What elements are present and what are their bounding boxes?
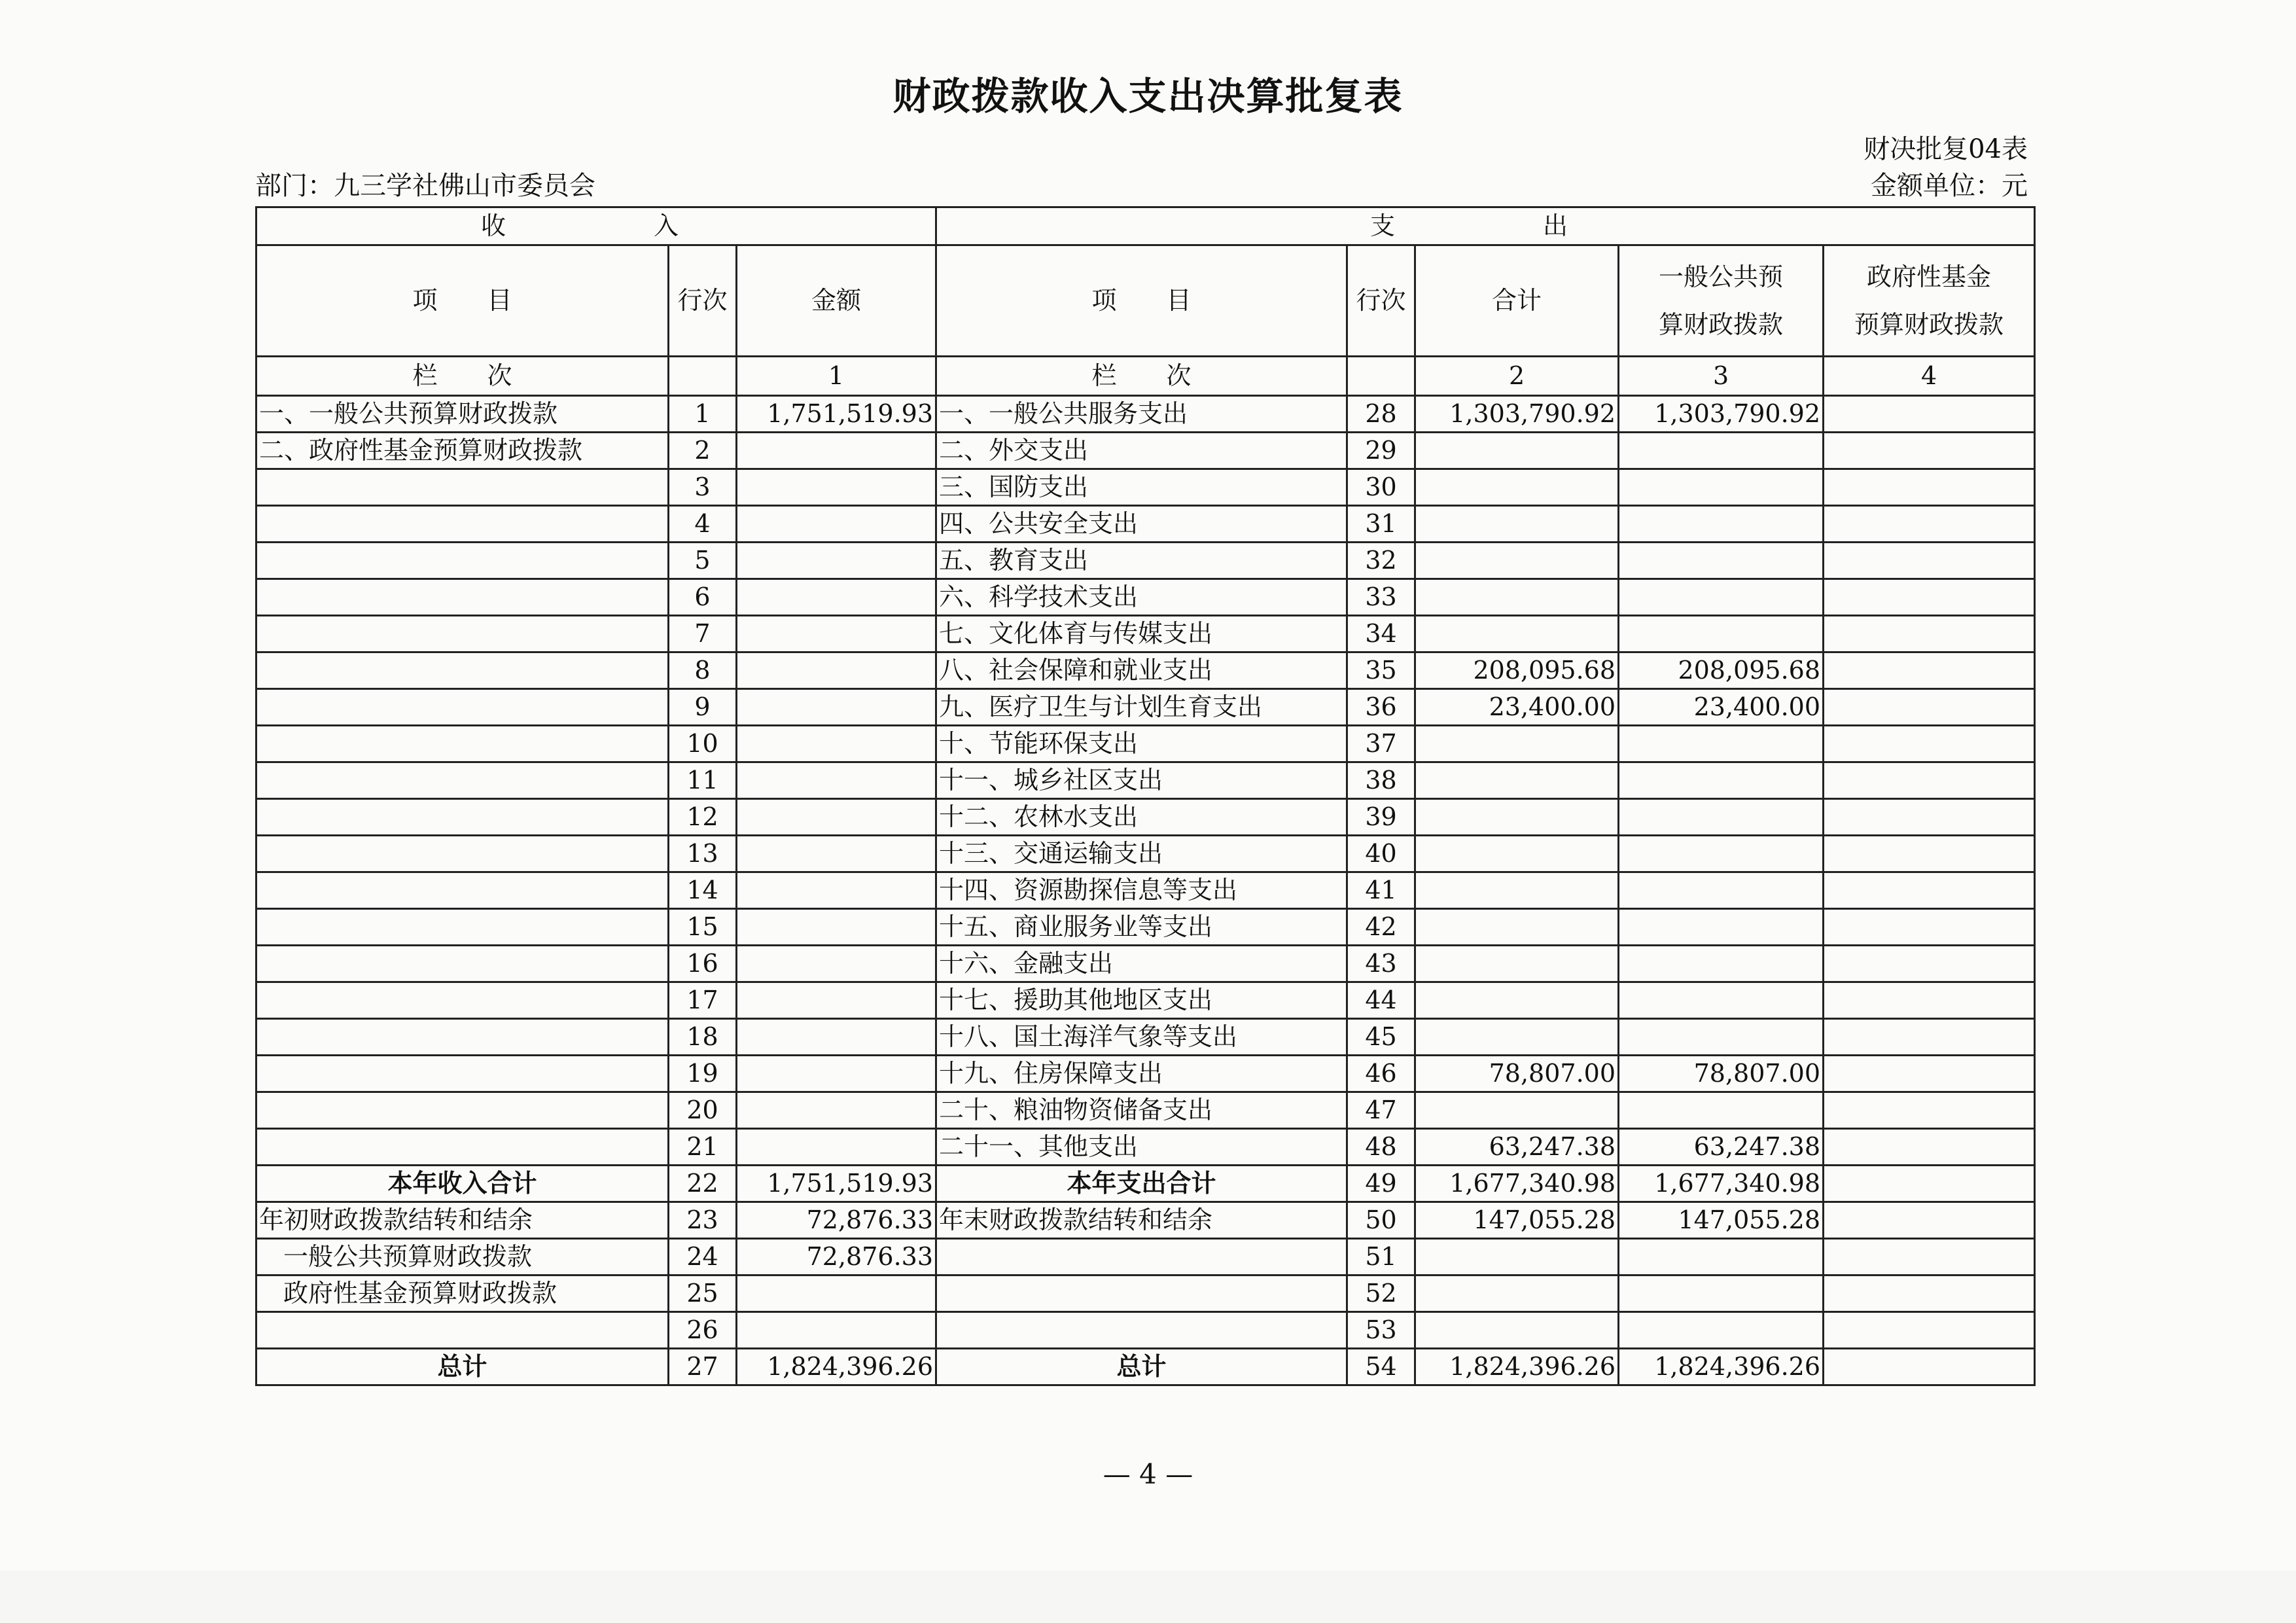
expense-row-no-cell: 31 [1347, 506, 1415, 543]
expense-row-no-cell: 49 [1347, 1166, 1415, 1202]
general-budget-cell [1619, 909, 1824, 946]
carry-row [256, 1202, 2035, 1239]
expense-total-cell [1415, 909, 1619, 946]
expense-total-cell: 63,247.38 [1415, 1129, 1619, 1166]
expense-item-cell: 二十一、其他支出 [936, 1129, 1347, 1166]
table-row [256, 506, 2035, 543]
income-row-no-cell: 13 [669, 836, 737, 872]
gov-fund-cell [1824, 689, 2035, 726]
income-row-no-header: 行次 [669, 245, 737, 357]
income-item-cell: 年初财政拨款结转和结余 [256, 1202, 669, 1239]
expense-item-cell: 一、一般公共服务支出 [936, 396, 1347, 433]
income-item-cell [256, 616, 669, 652]
income-amount-cell: 1,751,519.93 [737, 396, 936, 433]
table-row [256, 616, 2035, 652]
expense-item-cell: 五、教育支出 [936, 543, 1347, 579]
income-row-no-cell: 1 [669, 396, 737, 433]
expense-total-cell [1415, 1019, 1619, 1056]
gov-fund-cell [1824, 982, 2035, 1019]
income-row-no-cell: 2 [669, 433, 737, 469]
table-row [256, 689, 2035, 726]
income-item-cell [256, 946, 669, 982]
income-amount-cell [737, 1092, 936, 1129]
expense-row-no-cell: 33 [1347, 579, 1415, 616]
income-row-no-cell: 26 [669, 1312, 737, 1349]
general-budget-cell [1619, 469, 1824, 506]
expense-row-no-cell: 30 [1347, 469, 1415, 506]
general-budget-cell [1619, 946, 1824, 982]
general-budget-cell [1619, 1312, 1824, 1349]
expense-row-no-cell: 34 [1347, 616, 1415, 652]
expense-row-no-cell: 43 [1347, 946, 1415, 982]
income-item-cell [256, 689, 669, 726]
expense-total-cell [1415, 872, 1619, 909]
income-amount-cell [737, 982, 936, 1019]
expense-item-cell: 十六、金融支出 [936, 946, 1347, 982]
gov-fund-cell [1824, 1239, 2035, 1275]
expense-total-cell: 1,677,340.98 [1415, 1166, 1619, 1202]
income-row-no-cell: 3 [669, 469, 737, 506]
table-row [256, 982, 2035, 1019]
gov-fund-cell [1824, 433, 2035, 469]
general-budget-cell [1619, 982, 1824, 1019]
gov-fund-cell [1824, 543, 2035, 579]
finance-table [255, 206, 2036, 1386]
general-budget-cell [1619, 872, 1824, 909]
expense-total-cell [1415, 799, 1619, 836]
table-row [256, 762, 2035, 799]
general-budget-cell: 1,303,790.92 [1619, 396, 1824, 433]
expense-item-cell: 十八、国土海洋气象等支出 [936, 1019, 1347, 1056]
income-amount-cell [737, 1019, 936, 1056]
expense-total-cell [1415, 433, 1619, 469]
table-row [256, 836, 2035, 872]
column-index-3: 3 [1619, 357, 1824, 396]
expense-item-cell: 十三、交通运输支出 [936, 836, 1347, 872]
table-row [256, 579, 2035, 616]
income-item-cell: 政府性基金预算财政拨款 [256, 1275, 669, 1312]
gov-fund-cell [1824, 616, 2035, 652]
table-row [256, 872, 2035, 909]
carry-row [256, 1239, 2035, 1275]
general-budget-cell [1619, 1275, 1824, 1312]
income-item-cell [256, 872, 669, 909]
expense-item-cell: 六、科学技术支出 [936, 579, 1347, 616]
income-row-no-cell: 9 [669, 689, 737, 726]
income-amount-cell [737, 1312, 936, 1349]
grand-total-row [256, 1349, 2035, 1385]
gov-fund-cell [1824, 1129, 2035, 1166]
expense-total-cell [1415, 836, 1619, 872]
expense-item-cell: 十、节能环保支出 [936, 726, 1347, 762]
income-item-cell: 二、政府性基金预算财政拨款 [256, 433, 669, 469]
table-row [256, 1019, 2035, 1056]
income-row-no-cell: 14 [669, 872, 737, 909]
income-item-cell [256, 1312, 669, 1349]
expense-row-no-cell: 42 [1347, 909, 1415, 946]
expense-row-no-cell: 32 [1347, 543, 1415, 579]
column-index-2: 2 [1415, 357, 1619, 396]
general-budget-cell [1619, 543, 1824, 579]
general-budget-cell: 1,677,340.98 [1619, 1166, 1824, 1202]
expense-row-no-cell: 47 [1347, 1092, 1415, 1129]
expense-total-cell [1415, 579, 1619, 616]
column-index-expense-label: 栏 次 [936, 357, 1347, 396]
gov-fund-cell [1824, 799, 2035, 836]
income-amount-cell: 1,751,519.93 [737, 1166, 936, 1202]
gov-fund-cell [1824, 1349, 2035, 1385]
gov-fund-cell [1824, 579, 2035, 616]
general-budget-cell: 23,400.00 [1619, 689, 1824, 726]
income-amount-cell [737, 469, 936, 506]
gov-fund-cell [1824, 836, 2035, 872]
expense-item-cell: 二、外交支出 [936, 433, 1347, 469]
expense-item-cell: 九、医疗卫生与计划生育支出 [936, 689, 1347, 726]
column-index-blank [669, 357, 737, 396]
expense-total-cell [1415, 726, 1619, 762]
general-budget-cell: 78,807.00 [1619, 1056, 1824, 1092]
expense-item-cell: 二十、粮油物资储备支出 [936, 1092, 1347, 1129]
expense-total-cell: 208,095.68 [1415, 652, 1619, 689]
income-row-no-cell: 7 [669, 616, 737, 652]
income-row-no-cell: 5 [669, 543, 737, 579]
gov-fund-cell [1824, 506, 2035, 543]
table-row [256, 469, 2035, 506]
carry-row [256, 1275, 2035, 1312]
general-budget-cell [1619, 579, 1824, 616]
expense-item-cell: 七、文化体育与传媒支出 [936, 616, 1347, 652]
expense-total-cell: 1,303,790.92 [1415, 396, 1619, 433]
table-row [256, 726, 2035, 762]
expense-row-no-cell: 46 [1347, 1056, 1415, 1092]
income-item-cell [256, 1129, 669, 1166]
income-item-cell [256, 1092, 669, 1129]
expense-item-cell: 十五、商业服务业等支出 [936, 909, 1347, 946]
expense-row-no-cell: 39 [1347, 799, 1415, 836]
general-budget-cell [1619, 506, 1824, 543]
column-index-blank [1347, 357, 1415, 396]
expense-item-cell [936, 1275, 1347, 1312]
income-amount-cell [737, 836, 936, 872]
income-amount-cell [737, 506, 936, 543]
column-index-label: 栏 次 [256, 357, 669, 396]
expense-total-cell: 147,055.28 [1415, 1202, 1619, 1239]
general-budget-cell [1619, 726, 1824, 762]
gov-fund-cell [1824, 946, 2035, 982]
expense-item-cell: 十二、农林水支出 [936, 799, 1347, 836]
table-row [256, 1056, 2035, 1092]
expense-item-header: 项 目 [936, 245, 1347, 357]
income-row-no-cell: 25 [669, 1275, 737, 1312]
income-section-header: 收 入 [256, 207, 936, 245]
table-row [256, 946, 2035, 982]
expense-item-cell [936, 1239, 1347, 1275]
expense-total-cell [1415, 543, 1619, 579]
income-row-no-cell: 23 [669, 1202, 737, 1239]
income-item-header: 项 目 [256, 245, 669, 357]
income-item-cell [256, 469, 669, 506]
column-index-row [256, 357, 2035, 396]
income-item-cell [256, 836, 669, 872]
income-item-cell: 本年收入合计 [256, 1166, 669, 1202]
table-row [256, 1129, 2035, 1166]
expense-section-header: 支 出 [936, 207, 2035, 245]
expense-total-cell: 78,807.00 [1415, 1056, 1619, 1092]
expense-row-no-cell: 44 [1347, 982, 1415, 1019]
expense-total-cell [1415, 1312, 1619, 1349]
expense-row-no-cell: 29 [1347, 433, 1415, 469]
expense-row-no-cell: 40 [1347, 836, 1415, 872]
table-row [256, 909, 2035, 946]
expense-item-cell: 年末财政拨款结转和结余 [936, 1202, 1347, 1239]
income-row-no-cell: 12 [669, 799, 737, 836]
income-amount-cell [737, 1275, 936, 1312]
expense-row-no-cell: 51 [1347, 1239, 1415, 1275]
expense-row-no-cell: 35 [1347, 652, 1415, 689]
income-row-no-cell: 6 [669, 579, 737, 616]
expense-item-cell: 四、公共安全支出 [936, 506, 1347, 543]
income-row-no-cell: 11 [669, 762, 737, 799]
income-amount-cell [737, 762, 936, 799]
expense-row-no-cell: 48 [1347, 1129, 1415, 1166]
column-header-row [256, 245, 2035, 357]
general-budget-header: 一般公共预 算财政拨款 [1619, 245, 1824, 357]
general-budget-cell: 1,824,396.26 [1619, 1349, 1824, 1385]
income-item-cell [256, 762, 669, 799]
income-amount-cell [737, 726, 936, 762]
income-item-cell [256, 652, 669, 689]
income-row-no-cell: 15 [669, 909, 737, 946]
column-index-1: 1 [737, 357, 936, 396]
expense-row-no-cell: 52 [1347, 1275, 1415, 1312]
income-item-cell [256, 799, 669, 836]
income-row-no-cell: 20 [669, 1092, 737, 1129]
gov-fund-cell [1824, 726, 2035, 762]
gov-fund-cell [1824, 1202, 2035, 1239]
year-total-row [256, 1166, 2035, 1202]
expense-row-no-cell: 45 [1347, 1019, 1415, 1056]
income-amount-cell [737, 909, 936, 946]
expense-item-cell: 三、国防支出 [936, 469, 1347, 506]
expense-total-cell [1415, 506, 1619, 543]
general-budget-cell [1619, 433, 1824, 469]
expense-row-no-cell: 54 [1347, 1349, 1415, 1385]
expense-row-no-cell: 53 [1347, 1312, 1415, 1349]
income-item-cell [256, 506, 669, 543]
expense-row-no-cell: 37 [1347, 726, 1415, 762]
expense-row-no-cell: 50 [1347, 1202, 1415, 1239]
expense-total-header: 合计 [1415, 245, 1619, 357]
expense-row-no-cell: 38 [1347, 762, 1415, 799]
gov-fund-cell [1824, 1019, 2035, 1056]
income-item-cell: 一、一般公共预算财政拨款 [256, 396, 669, 433]
expense-total-cell [1415, 762, 1619, 799]
gov-fund-cell [1824, 1275, 2035, 1312]
income-amount-cell [737, 689, 936, 726]
gov-fund-cell [1824, 1056, 2035, 1092]
unit-label: 金额单位：元 [1871, 171, 2028, 201]
income-amount-cell: 72,876.33 [737, 1202, 936, 1239]
expense-item-cell: 十四、资源勘探信息等支出 [936, 872, 1347, 909]
expense-total-cell [1415, 469, 1619, 506]
page-title: 财政拨款收入支出决算批复表 [892, 74, 1404, 118]
income-item-cell [256, 909, 669, 946]
expense-item-cell: 十九、住房保障支出 [936, 1056, 1347, 1092]
income-row-no-cell: 18 [669, 1019, 737, 1056]
general-budget-cell [1619, 616, 1824, 652]
income-item-cell [256, 579, 669, 616]
expense-item-cell: 八、社会保障和就业支出 [936, 652, 1347, 689]
income-item-cell [256, 543, 669, 579]
table-row [256, 652, 2035, 689]
gov-fund-cell [1824, 909, 2035, 946]
expense-item-cell: 总计 [936, 1349, 1347, 1385]
general-budget-cell: 147,055.28 [1619, 1202, 1824, 1239]
income-item-cell [256, 1019, 669, 1056]
general-budget-cell [1619, 1019, 1824, 1056]
income-amount-cell [737, 616, 936, 652]
expense-item-cell: 十一、城乡社区支出 [936, 762, 1347, 799]
income-amount-cell [737, 433, 936, 469]
income-amount-cell [737, 543, 936, 579]
income-item-cell [256, 726, 669, 762]
income-amount-cell [737, 946, 936, 982]
gov-fund-cell [1824, 652, 2035, 689]
expense-total-cell [1415, 1239, 1619, 1275]
income-amount-header: 金额 [737, 245, 936, 357]
expense-row-no-header: 行次 [1347, 245, 1415, 357]
income-row-no-cell: 8 [669, 652, 737, 689]
expense-row-no-cell: 28 [1347, 396, 1415, 433]
income-row-no-cell: 4 [669, 506, 737, 543]
table-row [256, 799, 2035, 836]
income-row-no-cell: 16 [669, 946, 737, 982]
gov-fund-cell [1824, 469, 2035, 506]
department-label: 部门：九三学社佛山市委员会 [255, 171, 595, 201]
income-amount-cell [737, 1056, 936, 1092]
income-row-no-cell: 24 [669, 1239, 737, 1275]
expense-total-cell: 1,824,396.26 [1415, 1349, 1619, 1385]
expense-total-cell [1415, 616, 1619, 652]
income-amount-cell [737, 1129, 936, 1166]
income-row-no-cell: 17 [669, 982, 737, 1019]
general-budget-cell [1619, 799, 1824, 836]
general-budget-cell [1619, 762, 1824, 799]
income-item-cell [256, 982, 669, 1019]
general-budget-cell [1619, 1239, 1824, 1275]
section-header-row [256, 207, 2035, 245]
expense-row-no-cell: 41 [1347, 872, 1415, 909]
table-row [256, 1092, 2035, 1129]
expense-total-cell [1415, 982, 1619, 1019]
general-budget-cell [1619, 836, 1824, 872]
general-budget-cell [1619, 1092, 1824, 1129]
income-row-no-cell: 27 [669, 1349, 737, 1385]
general-budget-cell: 208,095.68 [1619, 652, 1824, 689]
gov-fund-cell [1824, 1312, 2035, 1349]
expense-total-cell: 23,400.00 [1415, 689, 1619, 726]
income-row-no-cell: 19 [669, 1056, 737, 1092]
expense-total-cell [1415, 1092, 1619, 1129]
column-index-4: 4 [1824, 357, 2035, 396]
income-row-no-cell: 10 [669, 726, 737, 762]
income-item-cell: 总计 [256, 1349, 669, 1385]
gov-fund-cell [1824, 1092, 2035, 1129]
income-amount-cell [737, 872, 936, 909]
income-amount-cell [737, 799, 936, 836]
table-row [256, 543, 2035, 579]
gov-fund-header: 政府性基金 预算财政拨款 [1824, 245, 2035, 357]
expense-item-cell: 十七、援助其他地区支出 [936, 982, 1347, 1019]
income-item-cell: 一般公共预算财政拨款 [256, 1239, 669, 1275]
expense-item-cell [936, 1312, 1347, 1349]
income-row-no-cell: 21 [669, 1129, 737, 1166]
expense-total-cell [1415, 946, 1619, 982]
income-item-cell [256, 1056, 669, 1092]
income-row-no-cell: 22 [669, 1166, 737, 1202]
income-amount-cell: 1,824,396.26 [737, 1349, 936, 1385]
gov-fund-cell [1824, 762, 2035, 799]
gov-fund-cell [1824, 872, 2035, 909]
income-amount-cell: 72,876.33 [737, 1239, 936, 1275]
table-row [256, 396, 2035, 433]
page-number: — 4 — [1103, 1458, 1193, 1490]
expense-row-no-cell: 36 [1347, 689, 1415, 726]
carry-row [256, 1312, 2035, 1349]
gov-fund-cell [1824, 1166, 2035, 1202]
form-code: 财决批复04表 [1863, 134, 2028, 164]
income-amount-cell [737, 579, 936, 616]
expense-item-cell: 本年支出合计 [936, 1166, 1347, 1202]
expense-total-cell [1415, 1275, 1619, 1312]
gov-fund-cell [1824, 396, 2035, 433]
general-budget-cell: 63,247.38 [1619, 1129, 1824, 1166]
income-amount-cell [737, 652, 936, 689]
table-row [256, 433, 2035, 469]
